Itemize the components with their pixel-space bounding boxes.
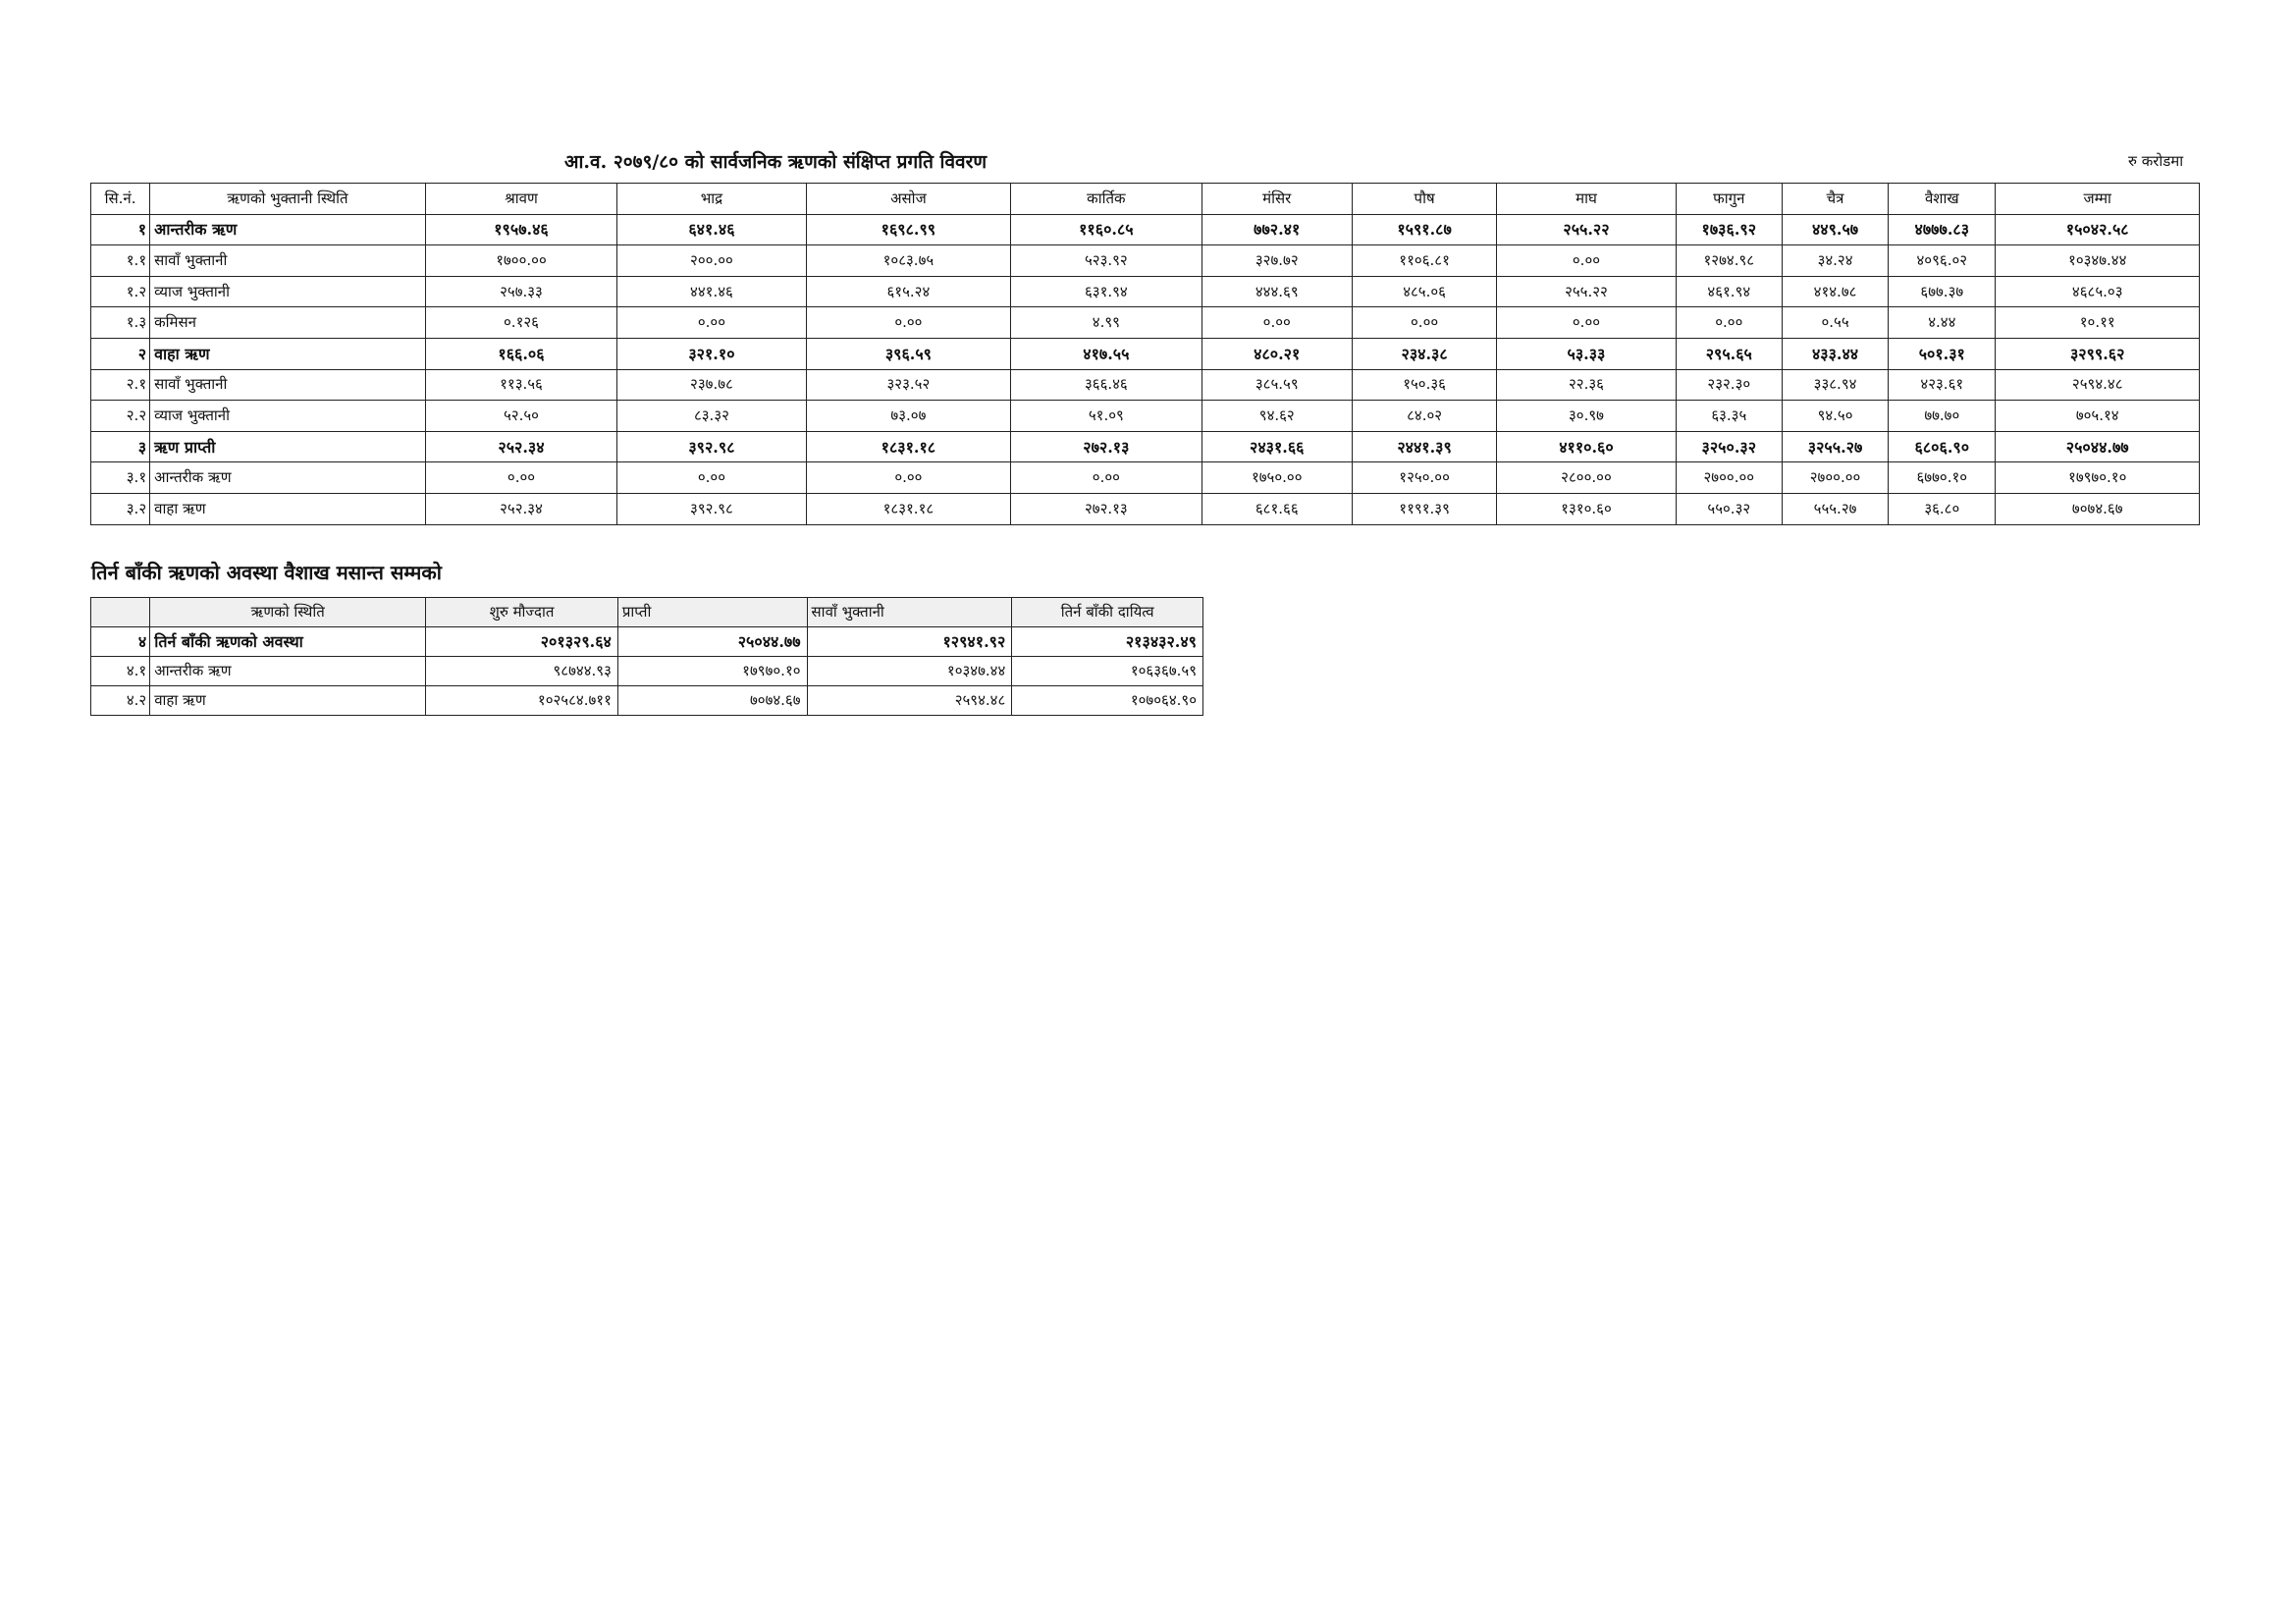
table-cell-value: ३२३.५२ (806, 369, 1010, 401)
row-serial-number: ४.१ (91, 657, 150, 686)
table-cell-value: ०.०० (1497, 245, 1676, 277)
table-cell-value: १८३१.१८ (806, 493, 1010, 524)
table-cell-value: २३७.७८ (617, 369, 806, 401)
row-label: आन्तरीक ऋण (150, 657, 426, 686)
table-cell-value: २५०४४.७७ (617, 627, 807, 657)
table-cell-value: ३६६.४६ (1011, 369, 1201, 401)
table-cell-value: ९४.६२ (1201, 401, 1352, 432)
table-cell-value: २४४१.३९ (1352, 431, 1496, 462)
table-cell-value: ८३.३२ (617, 401, 806, 432)
table-cell-value: १२५०.०० (1352, 462, 1496, 494)
table-cell-value: ४६१.९४ (1676, 276, 1782, 307)
table-cell-value: ७७२.४१ (1201, 214, 1352, 245)
table-cell-value: २२.३६ (1497, 369, 1676, 401)
table-cell-value: ४१७.५५ (1011, 338, 1201, 369)
table-cell-value: २७००.०० (1782, 462, 1888, 494)
table-cell-value: २८००.०० (1497, 462, 1676, 494)
row-label: वाहा ऋण (150, 686, 426, 716)
column-header: श्रावण (425, 184, 616, 215)
column-header: जम्मा (1996, 184, 2200, 215)
table-cell-value: ४.४४ (1889, 307, 1996, 339)
row-serial-number: ३.१ (91, 462, 150, 494)
table-cell-value: १०८३.७५ (806, 245, 1010, 277)
table-cell-value: ११६०.८५ (1011, 214, 1201, 245)
column-header: मंसिर (1201, 184, 1352, 215)
table-cell-value: १५०४२.५८ (1996, 214, 2200, 245)
table-cell-value: १०३४७.४४ (807, 657, 1012, 686)
report-title: आ.व. २०७९/८० को सार्वजनिक ऋणको संक्षिप्त प्रगति विवरण (564, 151, 988, 173)
table-cell-value: ४२३.६१ (1889, 369, 1996, 401)
table-cell-value: ०.०० (806, 462, 1010, 494)
column-header: तिर्न बाँकी दायित्व (1012, 598, 1203, 627)
table-cell-value: २७२.१३ (1011, 493, 1201, 524)
table-cell-value: ०.०० (1676, 307, 1782, 339)
table-cell-value: ३२५०.३२ (1676, 431, 1782, 462)
table-cell-value: २५७.३३ (425, 276, 616, 307)
table-row (91, 338, 2200, 369)
table-cell-value: ४४४.६९ (1201, 276, 1352, 307)
table-cell-value: १८३१.१८ (806, 431, 1010, 462)
table-cell-value: २७००.०० (1676, 462, 1782, 494)
column-header: भाद्र (617, 184, 806, 215)
row-serial-number: २ (91, 338, 150, 369)
table-cell-value: २४३१.६६ (1201, 431, 1352, 462)
table-cell-value: ४११०.६० (1497, 431, 1676, 462)
row-serial-number: २.२ (91, 401, 150, 432)
table-cell-value: २०१३२९.६४ (426, 627, 618, 657)
table-cell-value: ४८०.२१ (1201, 338, 1352, 369)
table-cell-value: २५९४.४८ (1996, 369, 2200, 401)
table-cell-value: ६१५.२४ (806, 276, 1010, 307)
column-header: माघ (1497, 184, 1676, 215)
table-cell-value: २७२.१३ (1011, 431, 1201, 462)
table-cell-value: ०.५५ (1782, 307, 1888, 339)
table-cell-value: ३४.२४ (1782, 245, 1888, 277)
table-cell-value: २५०४४.७७ (1996, 431, 2200, 462)
table-cell-value: १२७४.९८ (1676, 245, 1782, 277)
table-cell-value: १२९४१.९२ (807, 627, 1012, 657)
table-cell-value: १९५७.४६ (425, 214, 616, 245)
table-cell-value: १०२५८४.७११ (426, 686, 618, 716)
table-cell-value: ७३.०७ (806, 401, 1010, 432)
column-header: पौष (1352, 184, 1496, 215)
table-cell-value: ७०५.१४ (1996, 401, 2200, 432)
table-cell-value: ३२७.७२ (1201, 245, 1352, 277)
table-row (91, 686, 1203, 716)
table-cell-value: ३२१.१० (617, 338, 806, 369)
row-serial-number: १.२ (91, 276, 150, 307)
row-serial-number: १.३ (91, 307, 150, 339)
table-cell-value: ०.०० (1201, 307, 1352, 339)
table-cell-value: २९५.६५ (1676, 338, 1782, 369)
table-cell-value: १६६.०६ (425, 338, 616, 369)
table-cell-value: ५२.५० (425, 401, 616, 432)
table-cell-value: ०.०० (806, 307, 1010, 339)
row-label: सावाँ भुक्तानी (150, 369, 426, 401)
table-cell-value: १७३६.९२ (1676, 214, 1782, 245)
table-cell-value: ०.०० (1497, 307, 1676, 339)
monthly-debt-progress-table (90, 183, 2200, 525)
row-label: वाहा ऋण (150, 493, 426, 524)
table-cell-value: ७७.७० (1889, 401, 1996, 432)
table-cell-value: १५०.३६ (1352, 369, 1496, 401)
table-cell-value: १०.११ (1996, 307, 2200, 339)
table-cell-value: १५९१.८७ (1352, 214, 1496, 245)
table-cell-value: १७००.०० (425, 245, 616, 277)
unit-note: रु करोडमा (2128, 152, 2184, 170)
table-row (91, 657, 1203, 686)
table-cell-value: ४८५.०६ (1352, 276, 1496, 307)
table-cell-value: २५२.३४ (425, 431, 616, 462)
table-cell-value: १७९७०.१० (1996, 462, 2200, 494)
summary-heading: तिर्न बाँकी ऋणको अवस्था वैशाख मसान्त सम्मको (91, 561, 442, 584)
table-cell-value: ३०.९७ (1497, 401, 1676, 432)
table-cell-value: २५५.२२ (1497, 276, 1676, 307)
table-cell-value: ४३३.४४ (1782, 338, 1888, 369)
table-cell-value: ६८१.६६ (1201, 493, 1352, 524)
table-cell-value: १७९७०.१० (617, 657, 807, 686)
column-header: वैशाख (1889, 184, 1996, 215)
table-cell-value: १०३४७.४४ (1996, 245, 2200, 277)
table-cell-value: २३२.३० (1676, 369, 1782, 401)
column-header: प्राप्ती (617, 598, 807, 627)
table-cell-value: ०.१२६ (425, 307, 616, 339)
table-row (91, 245, 2200, 277)
table-cell-value: ३८५.५९ (1201, 369, 1352, 401)
table-cell-value: ६३१.९४ (1011, 276, 1201, 307)
table-cell-value: ०.०० (617, 462, 806, 494)
row-label: कमिसन (150, 307, 426, 339)
table-cell-value: ८४.०२ (1352, 401, 1496, 432)
table-cell-value: ४४९.५७ (1782, 214, 1888, 245)
table-cell-value: ९८७४४.९३ (426, 657, 618, 686)
table-cell-value: ४१४.७८ (1782, 276, 1888, 307)
row-label: तिर्न बाँकी ऋणको अवस्था (150, 627, 426, 657)
table-row (91, 401, 2200, 432)
table-cell-value: ३९६.५९ (806, 338, 1010, 369)
table-cell-value: ६७७०.१० (1889, 462, 1996, 494)
column-header: असोज (806, 184, 1010, 215)
row-label: व्याज भुक्तानी (150, 401, 426, 432)
table-cell-value: ९४.५० (1782, 401, 1888, 432)
table-cell-value: ३२५५.२७ (1782, 431, 1888, 462)
table-cell-value: ४०९६.०२ (1889, 245, 1996, 277)
row-serial-number: १.१ (91, 245, 150, 277)
table-cell-value: ५३.३३ (1497, 338, 1676, 369)
table-cell-value: ३२९९.६२ (1996, 338, 2200, 369)
table-cell-value: ५०१.३१ (1889, 338, 1996, 369)
column-header: शुरु मौज्दात (426, 598, 618, 627)
table-cell-value: ६३.३५ (1676, 401, 1782, 432)
column-header: सि.नं. (91, 184, 150, 215)
table-cell-value: ०.०० (1011, 462, 1201, 494)
table-cell-value: ०.०० (617, 307, 806, 339)
row-serial-number: ४ (91, 627, 150, 657)
table-cell-value: ४४१.४६ (617, 276, 806, 307)
row-label: ऋण प्राप्ती (150, 431, 426, 462)
table-cell-value: ५१.०९ (1011, 401, 1201, 432)
table-row (91, 493, 2200, 524)
column-header (91, 598, 150, 627)
table-cell-value: ५५५.२७ (1782, 493, 1888, 524)
table-cell-value: २१३४३२.४९ (1012, 627, 1203, 657)
row-label: व्याज भुक्तानी (150, 276, 426, 307)
table-row (91, 369, 2200, 401)
table-header-row (91, 184, 2200, 215)
column-header: कार्तिक (1011, 184, 1201, 215)
column-header: चैत्र (1782, 184, 1888, 215)
row-label: आन्तरीक ऋण (150, 214, 426, 245)
table-row (91, 307, 2200, 339)
outstanding-debt-summary-table (90, 597, 1203, 716)
table-cell-value: ०.०० (1352, 307, 1496, 339)
table-cell-value: १०६३६७.५९ (1012, 657, 1203, 686)
table-cell-value: २५९४.४८ (807, 686, 1012, 716)
column-header: ऋणको स्थिति (150, 598, 426, 627)
table-cell-value: ३९२.९८ (617, 493, 806, 524)
row-serial-number: ३ (91, 431, 150, 462)
table-cell-value: १७५०.०० (1201, 462, 1352, 494)
table-cell-value: ६४१.४६ (617, 214, 806, 245)
table-cell-value: २५२.३४ (425, 493, 616, 524)
table-cell-value: ७०७४.६७ (617, 686, 807, 716)
table-cell-value: २५५.२२ (1497, 214, 1676, 245)
row-serial-number: ३.२ (91, 493, 150, 524)
table-row (91, 627, 1203, 657)
table-row (91, 214, 2200, 245)
row-label: आन्तरीक ऋण (150, 462, 426, 494)
column-header: सावाँ भुक्तानी (807, 598, 1012, 627)
table-cell-value: २००.०० (617, 245, 806, 277)
table-cell-value: ५२३.९२ (1011, 245, 1201, 277)
row-serial-number: १ (91, 214, 150, 245)
table-cell-value: ४.९९ (1011, 307, 1201, 339)
row-label: सावाँ भुक्तानी (150, 245, 426, 277)
table-row (91, 276, 2200, 307)
row-serial-number: ४.२ (91, 686, 150, 716)
table-cell-value: २३४.३८ (1352, 338, 1496, 369)
table-cell-value: ११३.५६ (425, 369, 616, 401)
column-header: ऋणको भुक्तानी स्थिति (150, 184, 426, 215)
table-cell-value: ४६८५.०३ (1996, 276, 2200, 307)
row-label: वाहा ऋण (150, 338, 426, 369)
table-cell-value: ११९१.३९ (1352, 493, 1496, 524)
table-header-row (91, 598, 1203, 627)
table-row (91, 462, 2200, 494)
row-serial-number: २.१ (91, 369, 150, 401)
table-row (91, 431, 2200, 462)
table-cell-value: ५५०.३२ (1676, 493, 1782, 524)
table-cell-value: ३३८.९४ (1782, 369, 1888, 401)
table-cell-value: ३९२.९८ (617, 431, 806, 462)
table-cell-value: ६७७.३७ (1889, 276, 1996, 307)
table-cell-value: १०७०६४.९० (1012, 686, 1203, 716)
table-cell-value: १६९८.९९ (806, 214, 1010, 245)
table-cell-value: ३६.८० (1889, 493, 1996, 524)
column-header: फागुन (1676, 184, 1782, 215)
table-cell-value: ४७७७.८३ (1889, 214, 1996, 245)
table-cell-value: ७०७४.६७ (1996, 493, 2200, 524)
table-cell-value: ६८०६.९० (1889, 431, 1996, 462)
table-cell-value: ०.०० (425, 462, 616, 494)
table-cell-value: १३१०.६० (1497, 493, 1676, 524)
table-cell-value: ११०६.८१ (1352, 245, 1496, 277)
